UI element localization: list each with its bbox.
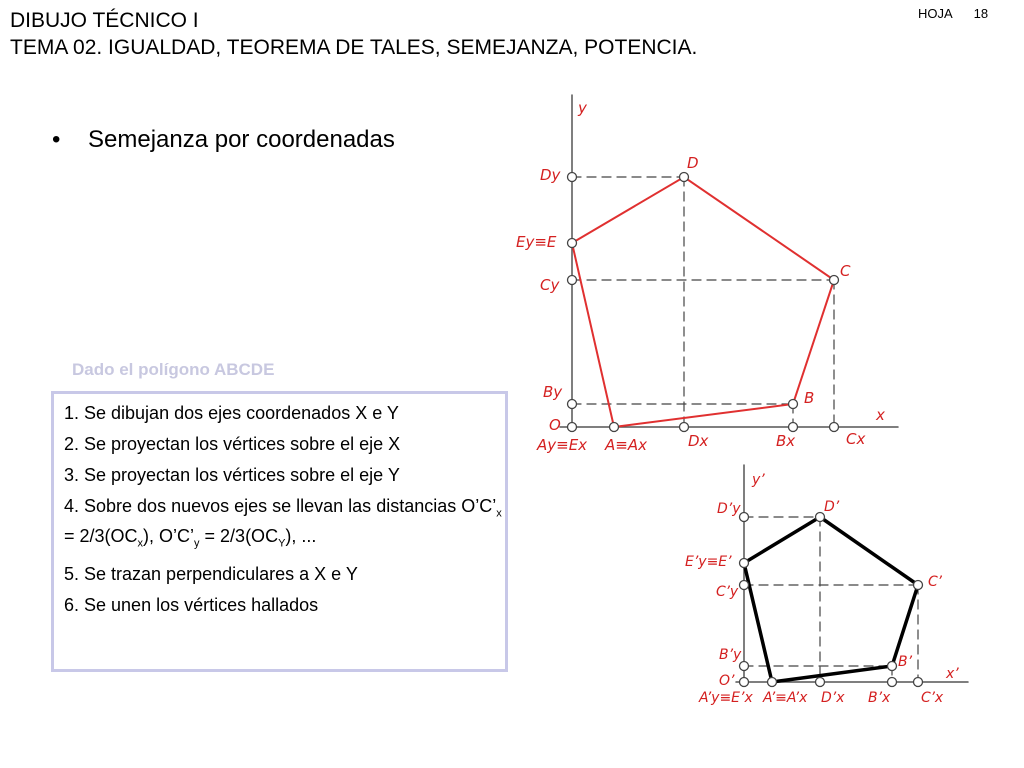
label-Bx: Bx: [776, 432, 796, 450]
topic-title: TEMA 02. IGUALDAD, TEOREMA DE TALES, SEMEJANZA, POTENCIA.: [10, 36, 698, 59]
diagram-original: [516, 95, 898, 454]
label-D-prime: D’: [824, 499, 840, 515]
polygon-a-b-c-d-e-prime: [744, 517, 918, 682]
label-D: D: [687, 154, 699, 172]
label-EyE-prime: E’y≡E’: [685, 554, 732, 570]
step-4: 4. Sobre dos nuevos ejes se llevan las distancias $O’C’_x = 2/3(OC_x)$, $O’C’_y = 2/3(OC_Y)$, ...: [64, 496, 502, 550]
label-y-prime: y’: [752, 472, 765, 488]
step-3: 3. Se proyectan los vértices sobre el eje Y: [64, 465, 400, 485]
label-C: C: [840, 262, 851, 280]
label-x-prime: x’: [946, 666, 959, 682]
section-subtitle: Dado el polígono ABCDE: [72, 360, 275, 379]
projection-lines: [572, 177, 834, 427]
bullet-text: Semejanza por coordenadas: [88, 126, 395, 153]
vertex-markers: [568, 173, 839, 432]
label-Cx-prime: C’x: [921, 690, 944, 706]
projection-lines-prime: [744, 517, 918, 682]
label-y: y: [578, 99, 587, 117]
step-2: 2. Se proyectan los vértices sobre el eje X: [64, 434, 401, 454]
label-Cy-prime: C’y: [716, 584, 739, 600]
label-origin: O: [549, 416, 561, 434]
label-Cx: Cx: [846, 430, 866, 448]
label-Dx: Dx: [688, 432, 709, 450]
label-By-prime: B’y: [719, 647, 742, 663]
label-x: x: [876, 406, 885, 424]
label-C-prime: C’: [928, 574, 942, 590]
bullet-icon: •: [52, 126, 61, 153]
label-Cy: Cy: [540, 276, 560, 294]
label-origin-prime: O’: [719, 673, 735, 689]
step-6: 6. Se unen los vértices hallados: [64, 595, 319, 616]
label-AAx: A≡Ax: [605, 436, 647, 454]
sheet-label: HOJA: [918, 6, 953, 21]
label-Dy: Dy: [540, 166, 561, 184]
label-B-prime: B’: [898, 654, 913, 670]
label-AAx-prime: A’≡A’x: [763, 690, 808, 706]
label-Dy-prime: D’y: [717, 501, 741, 517]
sheet-number: 18: [973, 6, 989, 21]
label-EyE: Ey≡E: [516, 233, 557, 251]
label-B: B: [804, 389, 815, 407]
diagram-similar: [685, 465, 968, 706]
label-Bx-prime: B’x: [868, 690, 891, 706]
label-AyEx-prime: A’y≡E’x: [699, 690, 753, 706]
label-AyEx: Ay≡Ex: [537, 436, 588, 454]
course-title: DIBUJO TÉCNICO I: [10, 9, 199, 32]
label-Dx-prime: D’x: [821, 690, 845, 706]
step-1: 1. Se dibujan dos ejes coordenados X e Y: [64, 403, 399, 423]
label-By: By: [543, 383, 563, 401]
step-5: 5. Se trazan perpendiculares a X e Y: [64, 564, 358, 585]
polygon-abcde: [572, 177, 834, 427]
